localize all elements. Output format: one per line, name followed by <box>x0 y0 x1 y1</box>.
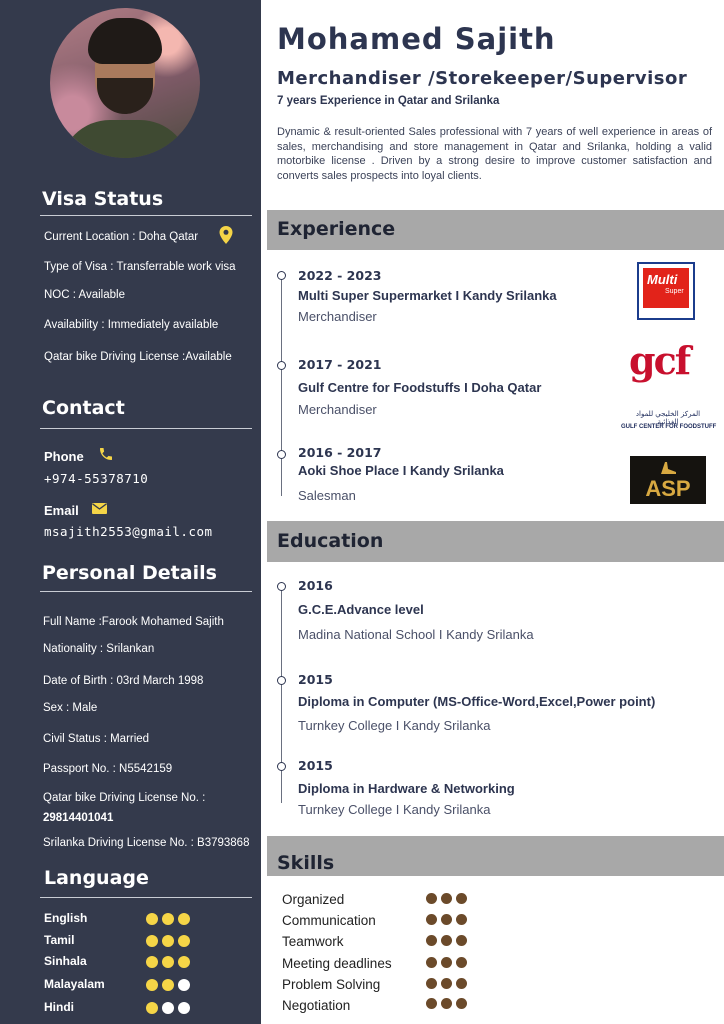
experience-dates: 2022 - 2023 <box>298 268 382 283</box>
contact-heading: Contact <box>42 397 125 419</box>
level-dot <box>178 956 190 968</box>
level-dot <box>441 893 452 904</box>
visa-current-location: Current Location : Doha Qatar <box>44 231 199 243</box>
education-year: 2015 <box>298 758 333 773</box>
profile-photo <box>50 8 200 158</box>
experience-band <box>267 210 724 250</box>
experience-company: Multi Super Supermarket I Kandy Srilanka <box>298 288 557 303</box>
level-dot <box>178 1002 190 1014</box>
level-dot <box>441 978 452 989</box>
skill-level <box>426 957 467 968</box>
experience-company: Gulf Centre for Foodstuffs I Doha Qatar <box>298 380 542 395</box>
gulf-centre-logo-text: gcf <box>629 338 690 383</box>
education-place: Turnkey College I Kandy Srilanka <box>298 802 491 817</box>
level-dot <box>456 957 467 968</box>
skill-name: Teamwork <box>282 934 344 949</box>
personal-sex: Sex : Male <box>43 702 98 714</box>
language-name: English <box>44 911 88 925</box>
timeline-node <box>277 361 286 370</box>
skill-level <box>426 978 467 989</box>
personal-full-name: Full Name :Farook Mohamed Sajith <box>43 616 224 628</box>
level-dot <box>146 1002 158 1014</box>
level-dot <box>178 979 190 991</box>
photo-hair <box>88 18 162 64</box>
education-heading: Education <box>277 530 384 552</box>
skill-name: Meeting deadlines <box>282 956 392 971</box>
skill-name: Communication <box>282 913 376 928</box>
experience-dates: 2016 - 2017 <box>298 445 382 460</box>
language-level <box>146 935 190 947</box>
visa-noc: NOC : Available <box>44 289 125 301</box>
experience-position: Merchandiser <box>298 309 377 324</box>
visa-availability: Availability : Immediately available <box>44 319 219 331</box>
level-dot <box>178 913 190 925</box>
profile-summary: Dynamic & result-oriented Sales professional with 7 years of well experience in areas of sales, merchandising and store management in Qatar and Srilanka, holding a valid motorbike license . Driven by a strong desire to improve customer satisfaction and converts sales prospects into loyal clients. <box>277 126 712 182</box>
language-level <box>146 956 190 968</box>
level-dot <box>456 893 467 904</box>
email-label: Email <box>44 503 79 518</box>
candidate-role: Merchandiser /Storekeeper/Supervisor <box>277 68 688 89</box>
skill-level <box>426 893 467 904</box>
personal-qatar-license-number: 29814401041 <box>43 812 114 824</box>
level-dot <box>178 935 190 947</box>
experience-company: Aoki Shoe Place I Kandy Srilanka <box>298 463 504 478</box>
asp-logo <box>630 456 706 504</box>
level-dot <box>162 979 174 991</box>
personal-divider <box>40 591 252 592</box>
level-dot <box>456 998 467 1009</box>
level-dot <box>426 998 437 1009</box>
language-level <box>146 913 190 925</box>
personal-dob: Date of Birth : 03rd March 1998 <box>43 675 204 687</box>
experience-years: 7 years Experience in Qatar and Srilanka <box>277 95 500 107</box>
level-dot <box>146 913 158 925</box>
level-dot <box>456 914 467 925</box>
timeline-node <box>277 762 286 771</box>
skill-level <box>426 914 467 925</box>
personal-passport: Passport No. : N5542159 <box>43 763 173 775</box>
language-name: Sinhala <box>44 954 87 968</box>
level-dot <box>426 957 437 968</box>
skill-level <box>426 935 467 946</box>
gulf-centre-logo-arabic: المركز الخليجي للمواد الغذائية <box>635 410 701 426</box>
level-dot <box>441 957 452 968</box>
multi-super-logo-sub: Super <box>665 288 684 295</box>
personal-srilanka-license: Srilanka Driving License No. : B3793868 <box>43 837 250 849</box>
language-name: Hindi <box>44 1000 74 1014</box>
timeline-node <box>277 582 286 591</box>
phone-icon <box>98 446 114 462</box>
language-name: Malayalam <box>44 977 105 991</box>
level-dot <box>162 956 174 968</box>
education-title: G.C.E.Advance level <box>298 602 424 617</box>
level-dot <box>441 914 452 925</box>
experience-timeline <box>281 278 282 496</box>
skill-name: Negotiation <box>282 998 351 1013</box>
envelope-icon <box>92 503 107 514</box>
level-dot <box>162 1002 174 1014</box>
language-divider <box>40 897 252 898</box>
location-pin-icon <box>219 226 233 244</box>
personal-nationality: Nationality : Srilankan <box>43 643 155 655</box>
experience-position: Salesman <box>298 488 356 503</box>
phone-label: Phone <box>44 449 84 464</box>
language-level <box>146 1002 190 1014</box>
education-year: 2016 <box>298 578 333 593</box>
timeline-node <box>277 271 286 280</box>
level-dot <box>426 893 437 904</box>
photo-shirt <box>60 120 190 158</box>
education-band <box>267 521 724 562</box>
level-dot <box>162 935 174 947</box>
skill-level <box>426 998 467 1009</box>
timeline-node <box>277 450 286 459</box>
education-year: 2015 <box>298 672 333 687</box>
main-content <box>261 0 724 1024</box>
skill-name: Organized <box>282 892 345 907</box>
gulf-centre-logo-sub: GULF CENTER FOR FOODSTUFF <box>621 424 717 430</box>
visa-qatar-bike-license: Qatar bike Driving License :Available <box>44 351 232 363</box>
phone-number[interactable]: +974-55378710 <box>44 471 149 486</box>
education-title: Diploma in Computer (MS-Office-Word,Excel,Power point) <box>298 694 656 709</box>
timeline-node <box>277 676 286 685</box>
multi-super-logo <box>637 262 695 320</box>
personal-civil-status: Civil Status : Married <box>43 733 150 745</box>
level-dot <box>456 978 467 989</box>
level-dot <box>162 913 174 925</box>
candidate-name: Mohamed Sajith <box>277 22 556 56</box>
visa-type: Type of Visa : Transferrable work visa <box>44 261 236 273</box>
experience-position: Merchandiser <box>298 402 377 417</box>
level-dot <box>426 935 437 946</box>
level-dot <box>146 956 158 968</box>
multi-super-logo-text: Multi <box>647 272 678 287</box>
level-dot <box>146 979 158 991</box>
skills-heading: Skills <box>277 852 335 874</box>
education-place: Turnkey College I Kandy Srilanka <box>298 718 491 733</box>
level-dot <box>456 935 467 946</box>
level-dot <box>426 978 437 989</box>
email-address[interactable]: msajith2553@gmail.com <box>44 524 213 539</box>
language-name: Tamil <box>44 933 75 947</box>
language-heading: Language <box>44 867 149 889</box>
level-dot <box>146 935 158 947</box>
photo-beard <box>97 78 153 114</box>
skills-band <box>267 836 724 876</box>
visa-heading: Visa Status <box>42 188 164 210</box>
visa-divider <box>40 215 252 216</box>
education-place: Madina National School I Kandy Srilanka <box>298 627 534 642</box>
level-dot <box>426 914 437 925</box>
personal-heading: Personal Details <box>42 562 217 584</box>
experience-heading: Experience <box>277 218 396 240</box>
personal-qatar-license-label: Qatar bike Driving License No. : <box>43 792 206 804</box>
language-level <box>146 979 190 991</box>
education-title: Diploma in Hardware & Networking <box>298 781 515 796</box>
level-dot <box>441 935 452 946</box>
experience-dates: 2017 - 2021 <box>298 357 382 372</box>
skill-name: Problem Solving <box>282 977 381 992</box>
contact-divider <box>40 428 252 429</box>
gulf-centre-logo <box>621 338 717 436</box>
sidebar <box>0 0 261 1024</box>
level-dot <box>441 998 452 1009</box>
shoe-icon <box>658 460 678 476</box>
asp-logo-text: ASP <box>645 476 691 501</box>
